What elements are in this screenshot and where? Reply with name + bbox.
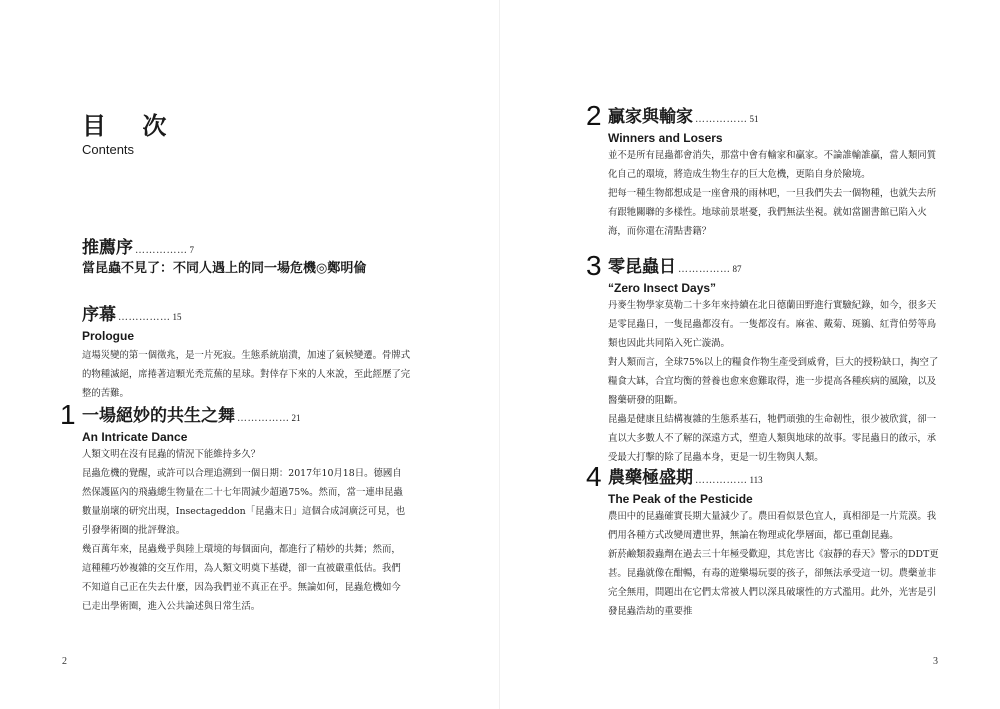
leader-dots: …………… [695, 114, 748, 125]
entry-page-number: 15 [172, 312, 182, 322]
toc-entry-prologue[interactable] [82, 304, 418, 403]
entry-title-zh: 零昆蟲日 [608, 257, 676, 277]
entry-page-number: 21 [291, 413, 301, 423]
right-page [500, 0, 1000, 709]
entry-title-zh: 推薦序 [82, 238, 133, 258]
entry-summary [82, 445, 408, 616]
toc-entry-chapter-1[interactable] [60, 399, 408, 616]
toc-entry-chapter-2[interactable] [586, 100, 943, 241]
summary-paragraph: 把每一種生物都想成是一座會飛的雨林吧，一旦我們失去一個物種，也就失去所有跟牠關聯的多樣性。地球前景堪憂，我們無法坐視。就如當圖書館已陷入火海，而你還在清點書籍？ [608, 188, 937, 237]
entry-title-zh: 序幕 [82, 305, 116, 325]
chapter-number: 4 [586, 461, 602, 492]
summary-paragraph: 農田中的昆蟲確實長期大量減少了。農田看似景色宜人，真相卻是一片荒漠。我們用各種方式改變周遭世界，無論在物理或化學層面，都已重創昆蟲。 [608, 511, 937, 541]
summary-paragraph: 對人類而言，全球75%以上的糧食作物生產受到威脅，巨大的授粉缺口，掏空了糧食大缽，合宜均衡的營養也愈來愈難取得，進一步提高各種疾病的風險，以及醫藥研發的阻斷。 [608, 357, 939, 406]
entry-title-zh: 一場絕妙的共生之舞 [82, 406, 235, 426]
leader-dots: …………… [695, 475, 748, 486]
entry-page-number: 113 [749, 475, 763, 485]
chapter-number: 3 [586, 250, 602, 281]
entry-title-zh: 贏家與輸家 [608, 107, 693, 127]
toc-entry-foreword[interactable] [82, 237, 422, 278]
entry-page-number: 87 [732, 264, 742, 274]
leader-dots: …………… [237, 413, 290, 424]
entry-title-en: Winners and Losers [608, 131, 723, 145]
entry-summary [608, 507, 943, 621]
entry-summary [82, 346, 418, 403]
toc-title-en: Contents [82, 142, 135, 157]
entry-subtitle: 當昆蟲不見了：不同人遇上的同一場危機◎鄭明倫 [82, 261, 367, 276]
summary-paragraph: 這場災變的第一個徵兆，是一片死寂。生態系統崩潰，加速了氣候變遷。骨牌式的物種滅絕，席捲著這顆光禿荒蕪的星球。對倖存下來的人來說，至此經歷了完整的苦難。 [82, 350, 411, 399]
summary-paragraph: 昆蟲危機的覺醒，或許可以合理追溯到一個日期：2017年10月18日。德國自然保護區內的飛蟲總生物量在二十七年間減少超過75%。然而，當一連串昆蟲數量崩壞的研究出現，Insectageddon「昆蟲末日」這個合成詞廣泛可見，也引發學術圈的批評聲浪。 [82, 468, 406, 536]
summary-paragraph: 並不是所有昆蟲都會消失，那當中會有輸家和贏家。不論誰輸誰贏，當人類同質化自己的環境，將造成生物生存的巨大危機，更陷自身於險境。 [608, 150, 937, 180]
page-number-left: 2 [62, 656, 67, 667]
entry-summary [608, 146, 943, 241]
entry-title-en: “Zero Insect Days” [608, 281, 717, 295]
entry-page-number: 7 [189, 245, 194, 255]
entry-page-number: 51 [749, 114, 759, 124]
entry-title-en: An Intricate Dance [82, 430, 188, 444]
leader-dots: …………… [118, 312, 171, 323]
summary-paragraph: 幾百萬年來，昆蟲幾乎與陸上環境的每個面向，都進行了精妙的共舞；然而，這種種巧妙複雜的交互作用，為人類文明奠下基礎，卻一直被嚴重低估。我們不知道自己正在失去什麼，因為我們並不真正在乎。無論如何，昆蟲危機如今已走出學術圈，進入公共論述與日常生活。 [82, 544, 401, 612]
toc-title-zh: 目 次 [82, 111, 181, 140]
entry-title-zh: 農藥極盛期 [608, 468, 693, 488]
page-number-right: 3 [933, 656, 938, 667]
entry-title-en: Prologue [82, 329, 135, 343]
leader-dots: …………… [678, 264, 731, 275]
summary-paragraph: 人類文明在沒有昆蟲的情況下能維持多久？ [82, 449, 261, 460]
chapter-number: 1 [60, 399, 76, 430]
summary-paragraph: 昆蟲是健康且結構複雜的生態系基石，牠們頑強的生命韌性，很少被欣賞，卻一直以大多數人不了解的深遠方式，塑造人類與地球的故事。零昆蟲日的啟示，承受最大打擊的除了昆蟲本身，更是一切生物與人類。 [608, 414, 937, 463]
summary-paragraph: 新菸鹼類殺蟲劑在過去三十年極受歡迎，其危害比《寂靜的春天》警示的DDT更甚。昆蟲就像在酣暢，有毒的遊樂場玩耍的孩子，卻無法承受這一切。農藥並非完全無用，問題出在它們太常被人們以深具破壞性的方式濫用。此外，光害是引發昆蟲浩劫的重要推 [608, 549, 939, 617]
toc-entry-chapter-3[interactable] [586, 250, 943, 467]
chapter-number: 2 [586, 100, 602, 131]
leader-dots: …………… [135, 245, 188, 256]
toc-entry-chapter-4[interactable] [586, 461, 943, 621]
entry-title-en: The Peak of the Pesticide [608, 492, 753, 506]
entry-summary [608, 296, 943, 467]
summary-paragraph: 丹麥生物學家莫勒二十多年來持續在北日德蘭田野進行實驗紀錄，如今，很多天是零昆蟲日，一隻昆蟲都沒有。一隻都沒有。麻雀、戴菊、斑鶲、紅背伯勞等鳥類也因此共同陷入死亡漩渦。 [608, 300, 937, 349]
toc-heading [82, 112, 180, 158]
